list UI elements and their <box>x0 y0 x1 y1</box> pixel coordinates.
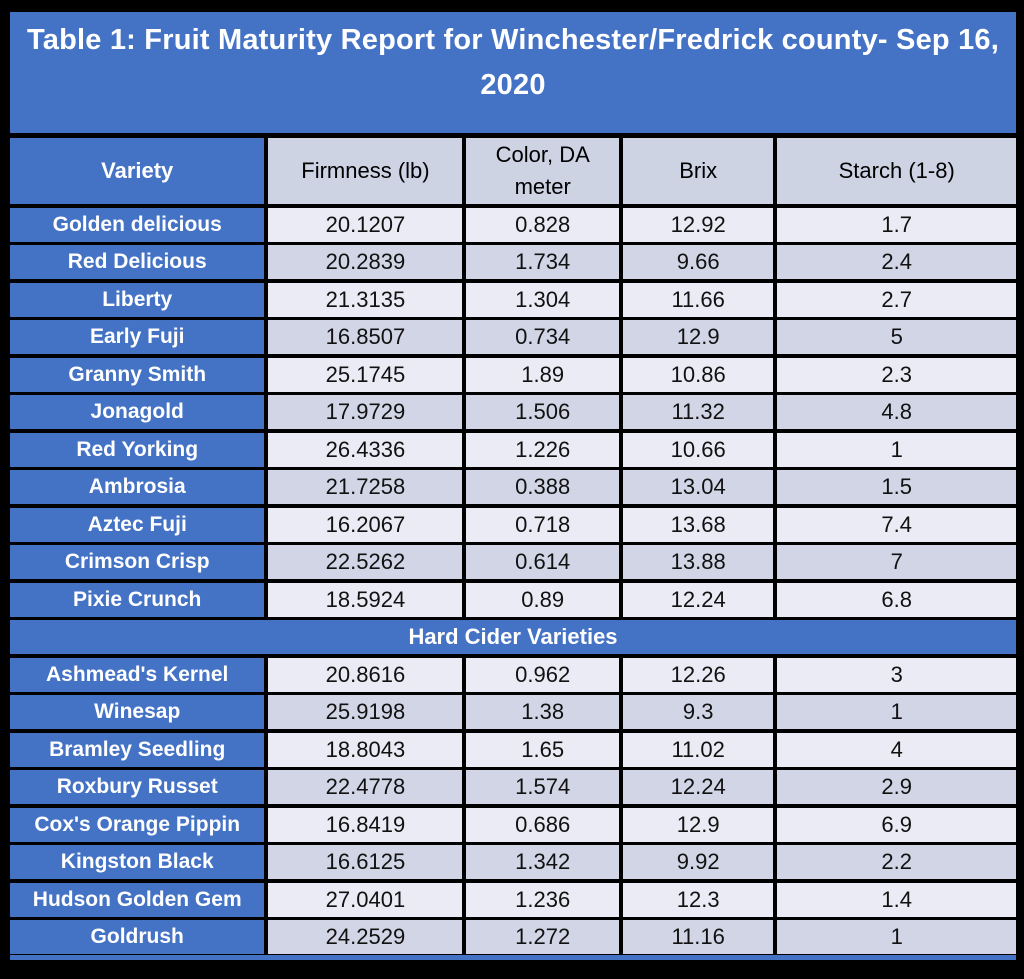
variety-cell: Golden delicious <box>10 208 264 242</box>
starch-cell: 4.8 <box>777 395 1016 429</box>
column-header-variety: Variety <box>10 138 264 204</box>
color_da-cell: 1.574 <box>466 770 618 804</box>
brix-cell: 11.02 <box>623 733 773 767</box>
starch-cell: 1.7 <box>777 208 1016 242</box>
firmness-cell: 16.2067 <box>268 508 462 542</box>
starch-cell: 1 <box>777 433 1016 467</box>
color_da-cell: 0.388 <box>466 470 618 504</box>
starch-cell: 2.2 <box>777 845 1016 879</box>
color_da-cell: 0.828 <box>466 208 618 242</box>
firmness-cell: 16.6125 <box>268 845 462 879</box>
section-header-hard-cider-varieties: Hard Cider Varieties <box>10 620 1016 654</box>
starch-cell: 3 <box>777 658 1016 692</box>
firmness-cell: 17.9729 <box>268 395 462 429</box>
variety-cell: Aztec Fuji <box>10 508 264 542</box>
table-bottom-edge <box>10 955 1016 960</box>
color_da-cell: 1.304 <box>466 283 618 317</box>
brix-cell: 12.9 <box>623 808 773 842</box>
variety-cell: Ashmead's Kernel <box>10 658 264 692</box>
color_da-cell: 1.236 <box>466 883 618 917</box>
variety-cell: Goldrush <box>10 920 264 954</box>
color_da-cell: 1.38 <box>466 695 618 729</box>
firmness-cell: 20.2839 <box>268 245 462 279</box>
firmness-cell: 16.8419 <box>268 808 462 842</box>
brix-cell: 9.3 <box>623 695 773 729</box>
brix-cell: 9.66 <box>623 245 773 279</box>
color_da-cell: 0.734 <box>466 320 618 354</box>
variety-cell: Early Fuji <box>10 320 264 354</box>
firmness-cell: 26.4336 <box>268 433 462 467</box>
starch-cell: 2.9 <box>777 770 1016 804</box>
brix-cell: 10.66 <box>623 433 773 467</box>
starch-cell: 2.7 <box>777 283 1016 317</box>
color_da-cell: 0.614 <box>466 545 618 579</box>
variety-cell: Cox's Orange Pippin <box>10 808 264 842</box>
table-title: Table 1: Fruit Maturity Report for Winchester/Fredrick county- Sep 16, 2020 <box>10 12 1016 133</box>
starch-cell: 2.3 <box>777 358 1016 392</box>
variety-cell: Roxbury Russet <box>10 770 264 804</box>
report-frame <box>10 12 1016 960</box>
firmness-cell: 21.7258 <box>268 470 462 504</box>
firmness-cell: 27.0401 <box>268 883 462 917</box>
brix-cell: 11.16 <box>623 920 773 954</box>
brix-cell: 13.68 <box>623 508 773 542</box>
firmness-cell: 20.8616 <box>268 658 462 692</box>
variety-cell: Granny Smith <box>10 358 264 392</box>
starch-cell: 7 <box>777 545 1016 579</box>
starch-cell: 1 <box>777 920 1016 954</box>
column-header-firmness: Firmness (lb) <box>268 138 462 204</box>
firmness-cell: 25.9198 <box>268 695 462 729</box>
starch-cell: 1.5 <box>777 470 1016 504</box>
firmness-cell: 22.5262 <box>268 545 462 579</box>
variety-cell: Winesap <box>10 695 264 729</box>
variety-cell: Crimson Crisp <box>10 545 264 579</box>
firmness-cell: 21.3135 <box>268 283 462 317</box>
color_da-cell: 0.686 <box>466 808 618 842</box>
fruit-maturity-table <box>10 138 1016 954</box>
color_da-cell: 0.89 <box>466 583 618 617</box>
variety-cell: Bramley Seedling <box>10 733 264 767</box>
column-header-color_da: Color, DA meter <box>466 138 618 204</box>
color_da-cell: 0.718 <box>466 508 618 542</box>
brix-cell: 12.3 <box>623 883 773 917</box>
starch-cell: 7.4 <box>777 508 1016 542</box>
starch-cell: 1 <box>777 695 1016 729</box>
firmness-cell: 24.2529 <box>268 920 462 954</box>
starch-cell: 2.4 <box>777 245 1016 279</box>
brix-cell: 13.88 <box>623 545 773 579</box>
variety-cell: Liberty <box>10 283 264 317</box>
variety-cell: Red Yorking <box>10 433 264 467</box>
firmness-cell: 22.4778 <box>268 770 462 804</box>
color_da-cell: 1.65 <box>466 733 618 767</box>
starch-cell: 1.4 <box>777 883 1016 917</box>
firmness-cell: 25.1745 <box>268 358 462 392</box>
variety-cell: Jonagold <box>10 395 264 429</box>
brix-cell: 12.92 <box>623 208 773 242</box>
starch-cell: 6.8 <box>777 583 1016 617</box>
column-header-starch: Starch (1-8) <box>777 138 1016 204</box>
variety-cell: Pixie Crunch <box>10 583 264 617</box>
firmness-cell: 18.8043 <box>268 733 462 767</box>
brix-cell: 12.24 <box>623 770 773 804</box>
column-header-brix: Brix <box>623 138 773 204</box>
starch-cell: 5 <box>777 320 1016 354</box>
brix-cell: 13.04 <box>623 470 773 504</box>
color_da-cell: 1.272 <box>466 920 618 954</box>
variety-cell: Kingston Black <box>10 845 264 879</box>
color_da-cell: 1.734 <box>466 245 618 279</box>
color_da-cell: 1.342 <box>466 845 618 879</box>
firmness-cell: 20.1207 <box>268 208 462 242</box>
brix-cell: 12.24 <box>623 583 773 617</box>
color_da-cell: 0.962 <box>466 658 618 692</box>
brix-cell: 12.9 <box>623 320 773 354</box>
variety-cell: Red Delicious <box>10 245 264 279</box>
brix-cell: 12.26 <box>623 658 773 692</box>
firmness-cell: 18.5924 <box>268 583 462 617</box>
variety-cell: Hudson Golden Gem <box>10 883 264 917</box>
brix-cell: 10.86 <box>623 358 773 392</box>
brix-cell: 11.32 <box>623 395 773 429</box>
starch-cell: 4 <box>777 733 1016 767</box>
color_da-cell: 1.226 <box>466 433 618 467</box>
firmness-cell: 16.8507 <box>268 320 462 354</box>
color_da-cell: 1.506 <box>466 395 618 429</box>
color_da-cell: 1.89 <box>466 358 618 392</box>
brix-cell: 9.92 <box>623 845 773 879</box>
variety-cell: Ambrosia <box>10 470 264 504</box>
brix-cell: 11.66 <box>623 283 773 317</box>
starch-cell: 6.9 <box>777 808 1016 842</box>
